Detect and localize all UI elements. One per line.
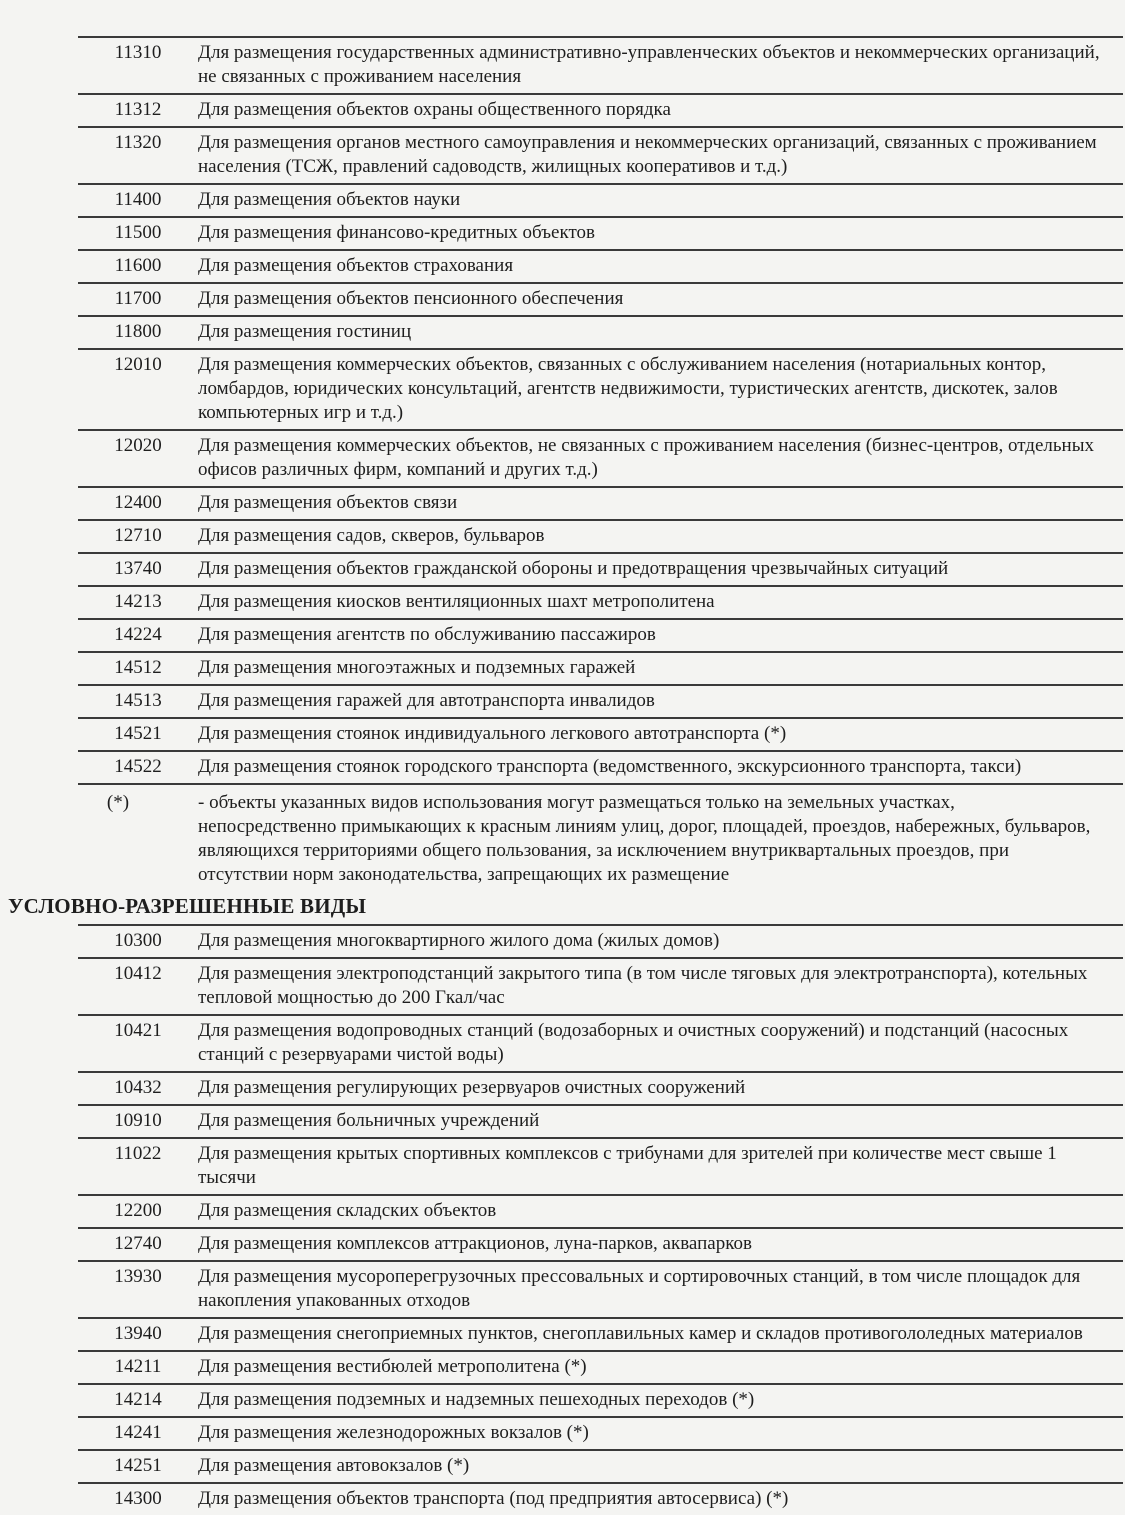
footnote-text: - объекты указанных видов использования могут размещаться только на земельных участках, непосредственно примыкающих к красным линиям улиц, дорог, площадей, проездов, набережных, бульваров, являющихся территориями общего пользования, за исключением внутриквартальных проездов, при отсутствии норм законодательства, запрещающих их размещение — [198, 792, 1091, 885]
use-code: 14522 — [114, 756, 162, 777]
table-row — [78, 1137, 1123, 1194]
table-row — [78, 36, 1123, 93]
table-row — [78, 651, 1123, 684]
use-code: 12740 — [114, 1233, 162, 1254]
use-description: Для размещения больничных учреждений — [198, 1110, 540, 1131]
table-row — [78, 183, 1123, 216]
use-code: 12010 — [114, 354, 162, 375]
use-description: Для размещения подземных и надземных пешеходных переходов (*) — [198, 1389, 755, 1410]
table-row — [78, 957, 1123, 1014]
table-row — [78, 552, 1123, 585]
table-row — [78, 1482, 1123, 1515]
table-row — [78, 282, 1123, 315]
use-code: 14300 — [114, 1488, 162, 1509]
use-code: 11400 — [114, 189, 162, 210]
use-description: Для размещения объектов науки — [198, 189, 461, 210]
use-description: Для размещения коммерческих объектов, связанных с обслуживанием населения (нотариальных контор, ломбардов, юридических консультаций, агентств недвижимости, туристических агентств, дискотек, залов компьютерных игр и т.д.) — [198, 354, 1058, 423]
use-description: Для размещения объектов связи — [198, 492, 458, 513]
use-code: 10412 — [114, 963, 162, 984]
use-code: 11320 — [114, 132, 162, 153]
table-row — [78, 486, 1123, 519]
footnote — [78, 783, 1123, 887]
use-code: 11600 — [114, 255, 162, 276]
use-description: Для размещения складских объектов — [198, 1200, 497, 1221]
use-description: Для размещения крытых спортивных комплексов с трибунами для зрителей при количестве мест свыше 1 тысячи — [198, 1143, 1057, 1188]
use-description: Для размещения государственных административно-управленческих объектов и некоммерческих организаций, не связанных с проживанием населения — [198, 42, 1100, 87]
use-description: Для размещения органов местного самоуправления и некоммерческих организаций, связанных с проживанием населения (ТСЖ, правлений садоводств, жилищных кооперативов и т.д.) — [198, 132, 1097, 177]
table-row — [78, 249, 1123, 282]
footnote-mark: (*) — [106, 792, 130, 813]
use-code: 14251 — [114, 1455, 162, 1476]
use-code: 12710 — [114, 525, 162, 546]
table-row — [78, 216, 1123, 249]
use-code: 14512 — [114, 657, 162, 678]
table-row — [78, 750, 1123, 783]
permitted-uses-table — [78, 36, 1123, 887]
table-row — [78, 1071, 1123, 1104]
table-row — [78, 1416, 1123, 1449]
use-description: Для размещения регулирующих резервуаров очистных сооружений — [198, 1077, 746, 1098]
use-code: 14521 — [114, 723, 162, 744]
use-code: 14224 — [114, 624, 162, 645]
use-description: Для размещения объектов охраны общественного порядка — [198, 99, 671, 120]
use-description: Для размещения стоянок индивидуального легкового автотранспорта (*) — [198, 723, 787, 744]
table-row — [78, 1194, 1123, 1227]
use-code: 11500 — [114, 222, 162, 243]
table-row — [78, 618, 1123, 651]
use-code: 10421 — [114, 1020, 162, 1041]
table-row — [78, 1014, 1123, 1071]
table-row — [78, 717, 1123, 750]
use-code: 13940 — [114, 1323, 162, 1344]
use-description: Для размещения водопроводных станций (водозаборных и очистных сооружений) и подстанций (насосных станций с резервуарами чистой воды) — [198, 1020, 1069, 1065]
table-row — [78, 1350, 1123, 1383]
use-description: Для размещения садов, скверов, бульваров — [198, 525, 545, 546]
table-row — [78, 1383, 1123, 1416]
use-code: 14211 — [114, 1356, 162, 1377]
use-description: Для размещения объектов пенсионного обеспечения — [198, 288, 624, 309]
table-row — [78, 1317, 1123, 1350]
table-row — [78, 1227, 1123, 1260]
table-row — [78, 348, 1123, 429]
conditional-uses-table — [78, 924, 1123, 1515]
table-row — [78, 429, 1123, 486]
table-row — [78, 924, 1123, 957]
use-description: Для размещения агентств по обслуживанию пассажиров — [198, 624, 656, 645]
use-code: 11800 — [114, 321, 162, 342]
table-row — [78, 315, 1123, 348]
table-row — [78, 93, 1123, 126]
table-row — [78, 684, 1123, 717]
use-code: 11700 — [114, 288, 162, 309]
table-row — [78, 519, 1123, 552]
use-code: 12400 — [114, 492, 162, 513]
use-code: 11310 — [114, 42, 162, 63]
use-description: Для размещения многоквартирного жилого дома (жилых домов) — [198, 930, 720, 951]
use-code: 13930 — [114, 1266, 162, 1287]
use-description: Для размещения объектов гражданской обороны и предотвращения чрезвычайных ситуаций — [198, 558, 949, 579]
use-description: Для размещения гостиниц — [198, 321, 412, 342]
use-description: Для размещения автовокзалов (*) — [198, 1455, 470, 1476]
table-row — [78, 1104, 1123, 1137]
use-description: Для размещения мусороперегрузочных прессовальных и сортировочных станций, в том числе площадок для накопления упакованных отходов — [198, 1266, 1081, 1311]
use-code: 12200 — [114, 1200, 162, 1221]
use-description: Для размещения железнодорожных вокзалов (*) — [198, 1422, 589, 1443]
use-description: Для размещения объектов страхования — [198, 255, 514, 276]
use-code: 10432 — [114, 1077, 162, 1098]
use-code: 10300 — [114, 930, 162, 951]
table-row — [78, 585, 1123, 618]
section-title-conditional-uses: УСЛОВНО-РАЗРЕШЕННЫЕ ВИДЫ — [8, 894, 367, 918]
table-row — [78, 1449, 1123, 1482]
use-description: Для размещения финансово-кредитных объектов — [198, 222, 595, 243]
use-description: Для размещения многоэтажных и подземных гаражей — [198, 657, 636, 678]
use-code: 12020 — [114, 435, 162, 456]
use-description: Для размещения электроподстанций закрытого типа (в том числе тяговых для электротранспорта), котельных тепловой мощностью до 200 Гкал/час — [198, 963, 1088, 1008]
use-code: 14213 — [114, 591, 162, 612]
use-description: Для размещения киосков вентиляционных шахт метрополитена — [198, 591, 715, 612]
table-row — [78, 126, 1123, 183]
use-description: Для размещения вестибюлей метрополитена (*) — [198, 1356, 587, 1377]
use-description: Для размещения комплексов аттракционов, луна-парков, аквапарков — [198, 1233, 752, 1254]
use-code: 11312 — [114, 99, 162, 120]
use-code: 14214 — [114, 1389, 162, 1410]
use-code: 14513 — [114, 690, 162, 711]
table-row — [78, 1260, 1123, 1317]
use-description: Для размещения стоянок городского транспорта (ведомственного, экскурсионного транспорта, такси) — [198, 756, 1022, 777]
use-code: 11022 — [114, 1143, 162, 1164]
use-code: 14241 — [114, 1422, 162, 1443]
use-description: Для размещения коммерческих объектов, не связанных с проживанием населения (бизнес-центров, отдельных офисов различных фирм, компаний и других т.д.) — [198, 435, 1094, 480]
use-code: 10910 — [114, 1110, 162, 1131]
use-description: Для размещения снегоприемных пунктов, снегоплавильных камер и складов противогололедных материалов — [198, 1323, 1083, 1344]
use-description: Для размещения объектов транспорта (под предприятия автосервиса) (*) — [198, 1488, 789, 1509]
use-code: 13740 — [114, 558, 162, 579]
use-description: Для размещения гаражей для автотранспорта инвалидов — [198, 690, 655, 711]
